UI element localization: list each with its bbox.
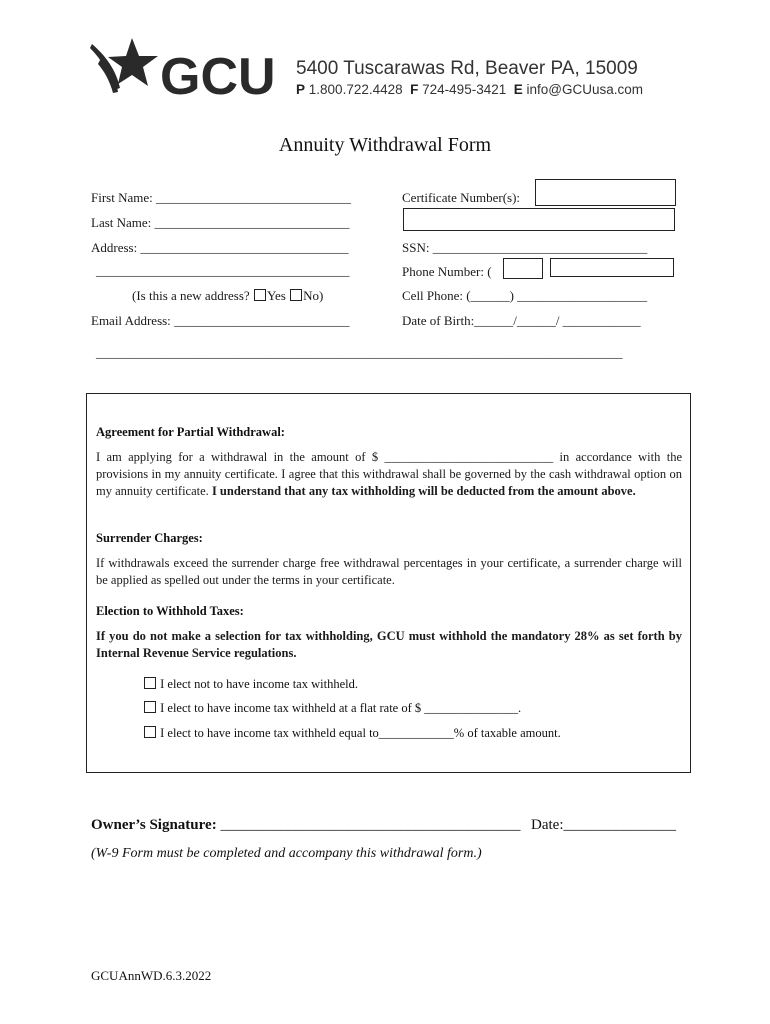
- last-name-field[interactable]: Last Name: ______________________________: [91, 215, 350, 230]
- logo-text: GCU: [160, 48, 276, 102]
- option-no-withholding: I elect not to have income tax withheld.: [143, 677, 358, 692]
- surrender-heading: Surrender Charges:: [96, 531, 203, 545]
- first-name-field[interactable]: First Name: ______________________________: [91, 190, 351, 205]
- surrender-text: If withdrawals exceed the surrender charge free withdrawal percentages in your certificate, a surrender charge will be applied as spelled out under the terms in your certificate.: [96, 556, 682, 587]
- gcu-logo: [88, 36, 288, 102]
- certificate-number-input-2[interactable]: [403, 208, 675, 231]
- agreement-paragraph: I am applying for a withdrawal in the amount of $ ___________________________ in accordance with the provisions in my annuity certificate. I agree that this withdrawal shall be governed by the cash withdrawal option on my annuity certificate. I understand that any tax withholding will be deducted from the amount above.: [96, 450, 682, 498]
- owner-signature-field[interactable]: Owner’s Signature: ________________________________________: [91, 817, 521, 833]
- option-flat-rate: I elect to have income tax withheld at a flat rate of $ _______________.: [143, 701, 521, 716]
- signature-date-field[interactable]: Date:_______________: [531, 817, 676, 833]
- flat-rate-checkbox[interactable]: [144, 701, 156, 713]
- certificate-label: Certificate Number(s):: [402, 190, 521, 205]
- election-text: If you do not make a selection for tax withholding, GCU must withhold the mandatory 28% as set forth by Internal Revenue Service regulations.: [96, 629, 682, 660]
- header-address: 5400 Tuscarawas Rd, Beaver PA, 15009: [296, 58, 638, 79]
- agreement-heading: Agreement for Partial Withdrawal:: [96, 425, 285, 439]
- phone-label: Phone Number: (: [402, 264, 492, 279]
- form-code-footer: GCUAnnWD.6.3.2022: [91, 968, 212, 983]
- address-field[interactable]: Address: ________________________________: [91, 240, 349, 255]
- ssn-field[interactable]: SSN: _________________________________: [402, 240, 648, 255]
- yes-checkbox[interactable]: [254, 289, 266, 301]
- cell-phone-field[interactable]: Cell Phone: (______) ____________________: [402, 288, 648, 303]
- email-field[interactable]: Email Address: ___________________________: [91, 313, 350, 328]
- phone-area-code-input[interactable]: [503, 258, 543, 279]
- date-of-birth-field[interactable]: Date of Birth:______/______/ ____________: [402, 313, 641, 328]
- option-percentage: I elect to have income tax withheld equal to____________% of taxable amount.: [143, 726, 561, 741]
- percentage-checkbox[interactable]: [144, 726, 156, 738]
- w9-note: (W-9 Form must be completed and accompany this withdrawal form.): [91, 846, 482, 861]
- form-title: Annuity Withdrawal Form: [278, 134, 492, 156]
- no-checkbox[interactable]: [290, 289, 302, 301]
- address-line2-field[interactable]: _______________________________________: [96, 263, 350, 278]
- certificate-number-input[interactable]: [535, 179, 676, 206]
- phone-number-input[interactable]: [550, 258, 674, 277]
- long-blank-line[interactable]: _________________________________________________________________________________: [96, 345, 623, 360]
- header-contact: P 1.800.722.4428 F 724-495-3421 E info@GCUusa.com: [296, 82, 644, 97]
- election-heading: Election to Withhold Taxes:: [96, 604, 244, 618]
- star-swoosh-icon: [90, 38, 158, 93]
- no-withholding-checkbox[interactable]: [144, 677, 156, 689]
- new-address-question: (Is this a new address? Yes No): [132, 288, 324, 303]
